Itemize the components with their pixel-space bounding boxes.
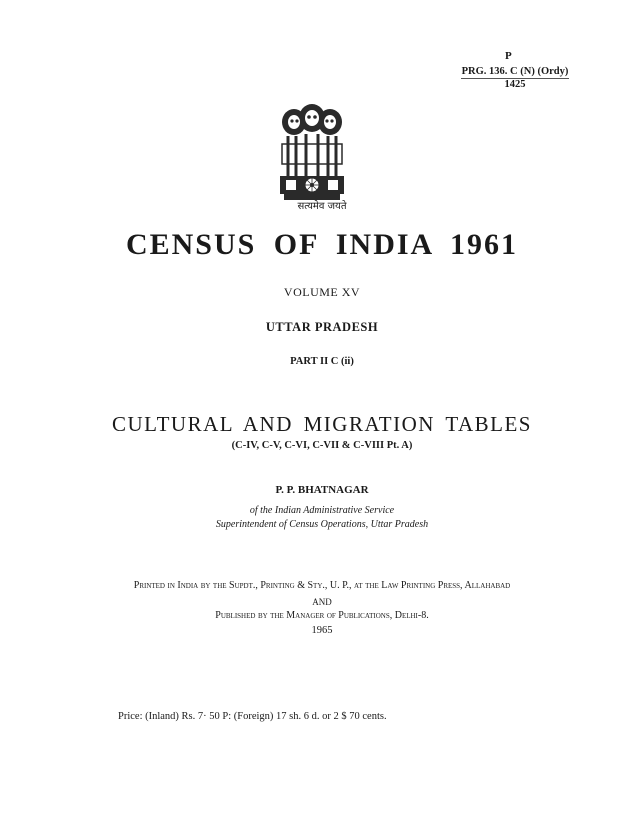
- author-service: of the Indian Administrative Service: [249, 505, 395, 516]
- reference-number: 1425: [504, 79, 526, 90]
- author-name: P. P. BHATNAGAR: [275, 484, 369, 496]
- reference-mark: P: [505, 50, 512, 62]
- part-label: PART II C (ii): [290, 356, 354, 367]
- published-by: Published by the Manager of Publications, Delhi-8.: [215, 610, 429, 621]
- page-title: CENSUS OF INDIA 1961: [125, 228, 519, 261]
- author-designation: Superintendent of Census Operations, Uttar Pradesh: [215, 519, 429, 530]
- tables-subtitle: (C-IV, C-V, C-VI, C-VII & C-VIII Pt. A): [231, 440, 413, 451]
- reference-block: [440, 66, 590, 91]
- tables-title: CULTURAL AND MIGRATION TABLES: [112, 412, 532, 436]
- publication-year: 1965: [311, 625, 333, 636]
- volume-label: VOLUME XV: [283, 285, 361, 299]
- imprint-and: AND: [312, 597, 332, 607]
- printed-by: Printed in India by the Supdt., Printing & Sty., U. P., at the Law Printing Press, Allahabad: [133, 580, 511, 591]
- emblem-motto: सत्यमेव जयते: [297, 201, 347, 212]
- state-name: UTTAR PRADESH: [265, 320, 379, 334]
- price-line: Price: (Inland) Rs. 7· 50 P: (Foreign) 17 sh. 6 d. or 2 $ 70 cents.: [118, 711, 387, 722]
- reference-code: PRG. 136. C (N) (Ordy): [461, 66, 569, 77]
